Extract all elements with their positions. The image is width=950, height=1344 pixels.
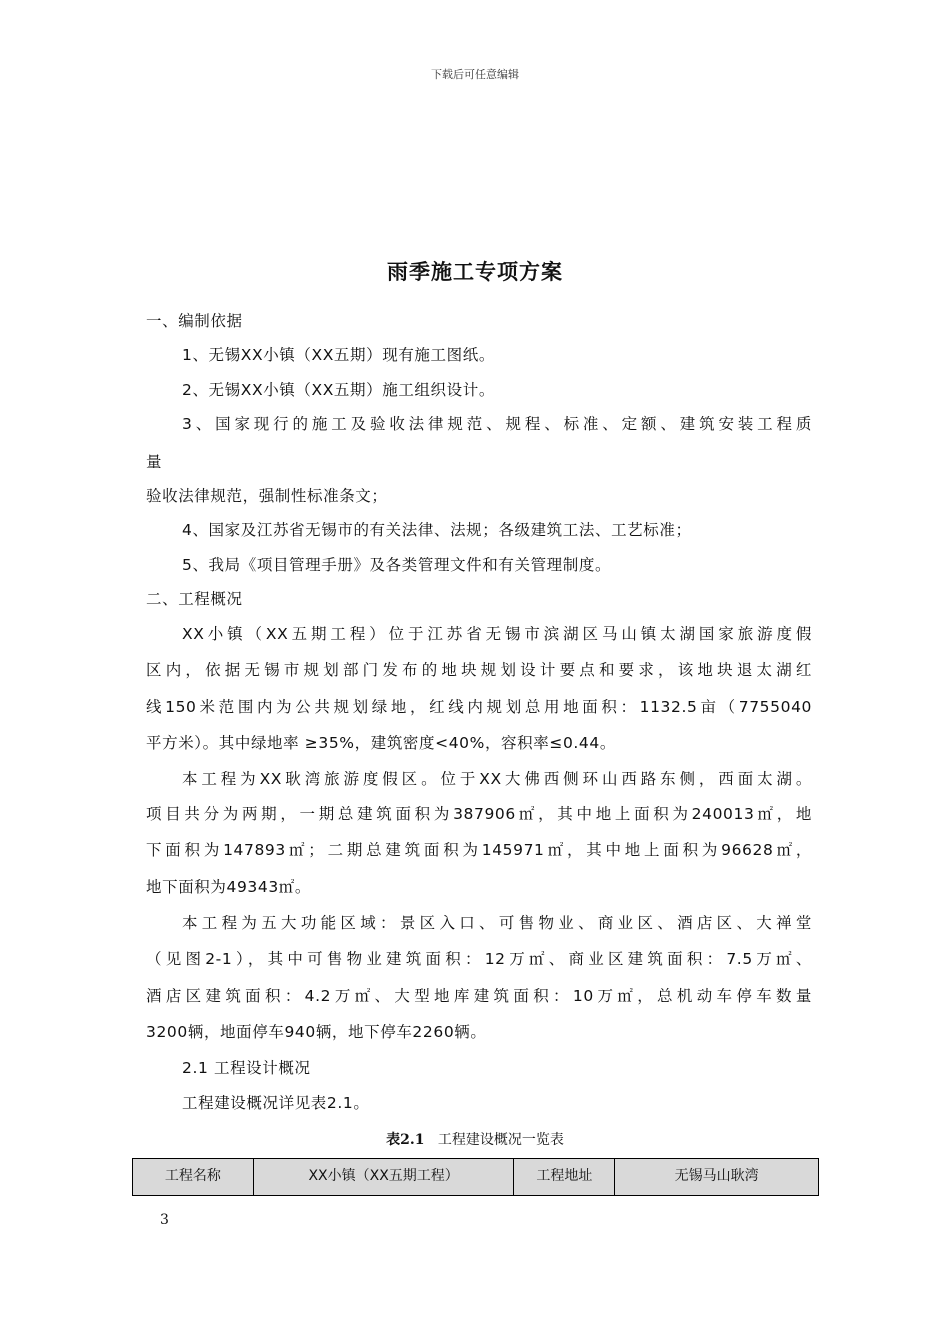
overview-paragraph-2-line-2: 项目共分为两期，一期总建筑面积为387906㎡，其中地上面积为240013㎡，地 bbox=[146, 805, 812, 823]
document-title: 雨季施工专项方案 bbox=[387, 260, 563, 284]
section-heading-overview: 二、工程概况 bbox=[146, 590, 243, 608]
table-cell-address-value: 无锡马山耿湾 bbox=[615, 1159, 819, 1196]
overview-paragraph-1-line-1: XX小镇（XX五期工程）位于江苏省无锡市滨湖区马山镇太湖国家旅游度假 bbox=[182, 625, 812, 643]
overview-paragraph-2-line-4: 地下面积为49343㎡。 bbox=[146, 878, 312, 896]
basis-item-1: 1、无锡XX小镇（XX五期）现有施工图纸。 bbox=[182, 346, 495, 364]
table-caption-text: 工程建设概况一览表 bbox=[437, 1132, 564, 1148]
page-number: 3 bbox=[160, 1212, 169, 1228]
overview-paragraph-3-line-2: （见图2-1），其中可售物业建筑面积：12万㎡、商业区建筑面积：7.5万㎡、 bbox=[146, 950, 812, 968]
table-caption-number: 表2.1 bbox=[386, 1132, 425, 1148]
overview-paragraph-1-line-2: 区内，依据无锡市规划部门发布的地块规划设计要点和要求，该地块退太湖红 bbox=[146, 661, 812, 679]
subsection-heading-design: 2.1 工程设计概况 bbox=[182, 1059, 311, 1077]
overview-paragraph-3-line-1: 本工程为五大功能区域：景区入口、可售物业、商业区、酒店区、大禅堂 bbox=[182, 914, 812, 932]
table-cell-name-label: 工程名称 bbox=[133, 1159, 254, 1196]
table-row bbox=[133, 1159, 819, 1196]
overview-table bbox=[132, 1158, 819, 1196]
basis-item-3-line-3: 验收法律规范，强制性标准条文； bbox=[146, 487, 388, 505]
basis-item-3-line-1: 3、国家现行的施工及验收法律规范、规程、标准、定额、建筑安装工程质 bbox=[182, 415, 812, 433]
overview-paragraph-3-line-4: 3200辆，地面停车940辆，地下停车2260辆。 bbox=[146, 1023, 487, 1041]
overview-paragraph-2-line-1: 本工程为XX耿湾旅游度假区。位于XX大佛西侧环山西路东侧，西面太湖。 bbox=[182, 770, 812, 788]
table-cell-name-value: XX小镇（XX五期工程） bbox=[253, 1159, 514, 1196]
table-reference-text: 工程建设概况详见表2.1。 bbox=[182, 1094, 370, 1112]
basis-item-2: 2、无锡XX小镇（XX五期）施工组织设计。 bbox=[182, 381, 495, 399]
table-caption bbox=[0, 1129, 950, 1149]
overview-paragraph-3-line-3: 酒店区建筑面积：4.2万㎡、大型地库建筑面积：10万㎡，总机动车停车数量 bbox=[146, 987, 812, 1005]
overview-paragraph-2-line-3: 下面积为147893㎡；二期总建筑面积为145971㎡，其中地上面积为96628㎡， bbox=[146, 841, 812, 859]
section-heading-basis: 一、编制依据 bbox=[146, 312, 243, 330]
page-header: 下载后可任意编辑 bbox=[431, 68, 519, 81]
basis-item-4: 4、国家及江苏省无锡市的有关法律、法规；各级建筑工法、工艺标准； bbox=[182, 521, 692, 539]
basis-item-3-line-2: 量 bbox=[146, 453, 163, 471]
overview-paragraph-1-line-3: 线150米范围内为公共规划绿地，红线内规划总用地面积：1132.5亩（7755040 bbox=[146, 698, 812, 716]
table-cell-address-label: 工程地址 bbox=[514, 1159, 615, 1196]
basis-item-5: 5、我局《项目管理手册》及各类管理文件和有关管理制度。 bbox=[182, 556, 612, 574]
overview-paragraph-1-line-4: 平方米）。其中绿地率 ≥35%，建筑密度<40%，容积率≤0.44。 bbox=[146, 734, 616, 752]
